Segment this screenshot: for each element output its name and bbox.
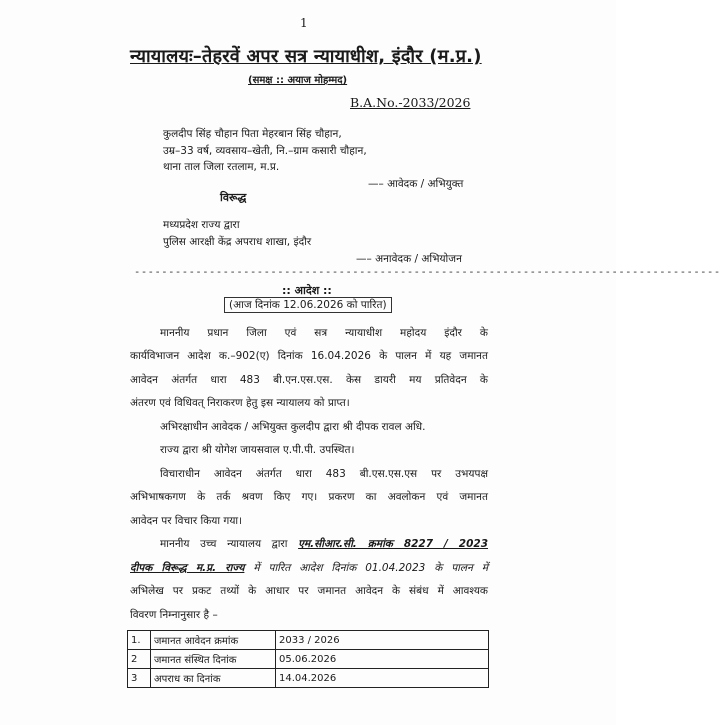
applicant-line-1: कुलदीप सिंह चौहान पिता मेहरबान सिंह चौहान, [163,128,342,140]
table-row [128,669,489,688]
row-label: जमानत आवेदन क्रमांक [151,631,276,650]
row-label: अपराध का दिनांक [151,669,276,688]
para4-line1: विचाराधीन आवेदन अंतर्गत धारा 483 बी.एस.एस.एस पर उभयपक्ष [160,468,488,480]
para5-line3: अभिलेख पर प्रकट तथ्यों के आधार पर जमानत आवेदन के संबंध में आवश्यक [130,585,488,597]
versus-label: विरूद्ध [220,191,247,204]
para4-line3: आवेदन पर विचार किया गया। [130,515,243,527]
case-reference: एम.सीआर.सी. क्रमांक 8227 / 2023 [298,538,489,550]
order-heading: :: आदेश :: [282,284,332,297]
court-title: न्यायालयः–तेहरवें अपर सत्र न्यायाधीश, इंदौर (म.प्र.) [130,46,482,67]
case-parties: दीपक विरूद्ध म.प्र. राज्य [130,562,245,574]
para4-line2: अभिभाषकगण के तर्क श्रवण किए गए। प्रकरण का अवलोकन एवं जमानत [130,491,488,503]
para5-text: माननीय उच्च न्यायालय द्वारा [160,538,299,550]
para5-line2 [130,557,488,581]
para1-line1: माननीय प्रधान जिला एवं सत्र न्यायाधीश महोदय इंदौर के [160,327,488,339]
respondent-role: —– अनावेदक / अभियोजन [356,253,462,265]
order-date: (आज दिनांक 12.06.2026 को पारित) [224,297,392,313]
para1-line4: अंतरण एवं विधिवत् निराकरण हेतु इस न्यायालय को प्राप्त। [130,397,350,409]
applicant-role: —– आवेदक / अभियुक्त [368,178,464,190]
respondent-line-2: पुलिस आरक्षी केंद्र अपराध शाखा, इंदौर [163,236,312,248]
row-value: 2033 / 2026 [276,631,489,650]
table-row [128,631,489,650]
para2: अभिरक्षाधीन आवेदक / अभियुक्त कुलदीप द्वारा श्री दीपक रावल अधि. [160,421,426,433]
para3: राज्य द्वारा श्री योगेश जायसवाल ए.पी.पी. उपस्थित। [160,444,355,456]
separator-line: -------------------------------------------------------------------------------------- [134,266,721,278]
applicant-line-2: उम्र–33 वर्ष, व्यवसाय–खेती, नि.–ग्राम कसारी चौहान, [163,145,367,157]
row-value: 05.06.2026 [276,650,489,669]
bail-details-table [127,630,489,688]
row-value: 14.04.2026 [276,669,489,688]
row-number: 1. [128,631,151,650]
table-row [128,650,489,669]
page-number: 1 [300,16,308,30]
row-number: 3 [128,669,151,688]
para5-text: में पारित आदेश दिनांक 01.04.2023 के पालन में [244,562,488,574]
applicant-line-3: थाना ताल जिला रतलाम, म.प्र. [163,161,280,173]
para5-line1 [130,533,488,557]
respondent-line-1: मध्यप्रदेश राज्य द्वारा [163,219,240,231]
para1-line2: कार्यविभाजन आदेश क.–902(ए) दिनांक 16.04.2026 के पालन में यह जमानत [130,350,488,362]
case-number: B.A.No.-2033/2026 [350,95,471,110]
para1-line3: आवेदन अंतर्गत धारा 483 बी.एन.एस.एस. केस डायरी मय प्रतिवेदन के [130,374,488,386]
para5-line4: विवरण निम्नानुसार है – [130,609,218,621]
row-label: जमानत संस्थित दिनांक [151,650,276,669]
row-number: 2 [128,650,151,669]
presiding-judge: (समक्ष :: अयाज मोहम्मद) [248,75,348,86]
